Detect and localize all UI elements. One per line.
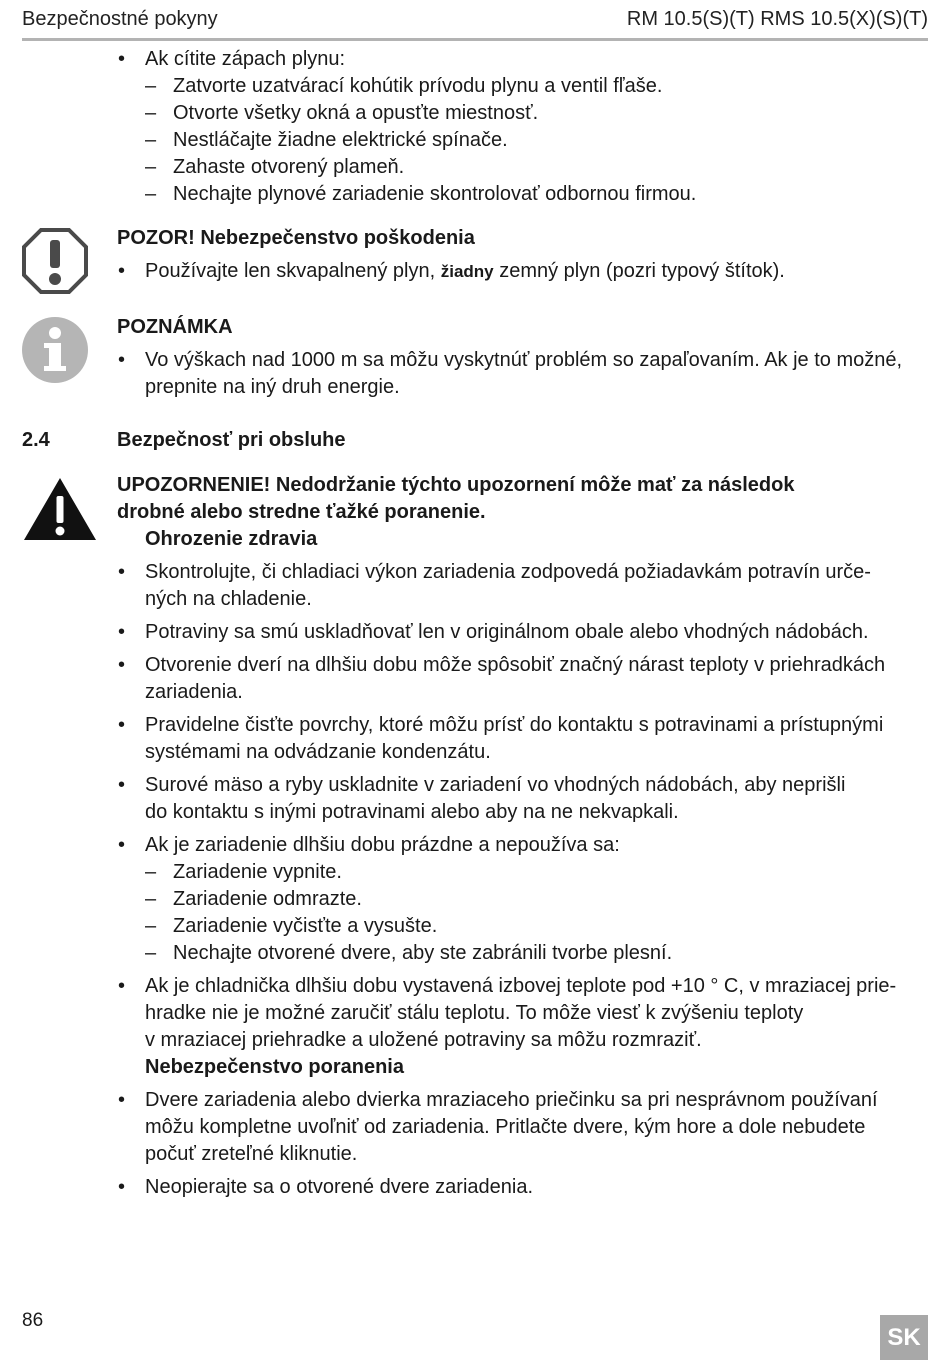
caution-text: Používajte len skvapalnený plyn, bbox=[145, 260, 441, 282]
header-section-title: Bezpečnostné pokyny bbox=[22, 8, 218, 30]
list-item: • Neopierajte sa o otvorené dvere zariadenia. bbox=[117, 1174, 928, 1201]
list-item: • Skontrolujte, či chladiaci výkon zariadenia zodpovedá požiadavkám potravín urče- bbox=[117, 559, 928, 586]
list-item-cont: hradke nie je možné zaručiť stálu teplotu. To môže viesť k zvýšeniu teploty bbox=[145, 1002, 804, 1024]
list-item: • Ak je zariadenie dlhšiu dobu prázdne a nepoužíva sa: bbox=[117, 832, 928, 859]
list-item: • Dvere zariadenia alebo dvierka mraziaceho priečinku sa pri nesprávnom používaní bbox=[117, 1087, 928, 1114]
warning-triangle-icon bbox=[22, 476, 98, 542]
list-item: • Pravidelne čisťte povrchy, ktoré môžu prísť do kontaktu s potravinami a prístupnými bbox=[117, 712, 928, 739]
list-item-cont: počuť zreteľné kliknutie. bbox=[145, 1143, 358, 1165]
list-item: • Surové mäso a ryby uskladnite v zariadení vo vhodných nádobách, aby neprišli bbox=[117, 772, 928, 799]
sub-item: – Zariadenie odmrazte. bbox=[117, 886, 928, 913]
list-item-cont: v mraziacej priehradke a uložené potraviny sa môžu rozmraziť. bbox=[145, 1029, 702, 1051]
note-notice bbox=[117, 314, 928, 401]
list-item-cont: zariadenia. bbox=[145, 681, 243, 703]
warning-notice bbox=[117, 472, 928, 1201]
caution-notice bbox=[117, 225, 928, 285]
sub-item: – Zariadenie vyčisťte a vysušte. bbox=[117, 913, 928, 940]
gas-intro: • Ak cítite zápach plynu: bbox=[117, 46, 928, 73]
caution-octagon-icon bbox=[22, 228, 88, 294]
gas-step: – Nestláčajte žiadne elektrické spínače. bbox=[117, 127, 928, 154]
gas-step: – Nechajte plynové zariadenie skontrolovať odbornou firmou. bbox=[117, 181, 928, 208]
sub-item: – Zariadenie vypnite. bbox=[117, 859, 928, 886]
list-item: • Ak je chladnička dlhšiu dobu vystavená izbovej teplote pod +10 ° C, v mraziacej prie- bbox=[117, 973, 928, 1000]
section-heading bbox=[117, 427, 928, 454]
list-item-cont: systémami na odvádzanie kondenzátu. bbox=[145, 741, 491, 763]
header-model-numbers: RM 10.5(S)(T) RMS 10.5(X)(S)(T) bbox=[626, 8, 928, 30]
note-line: • Vo výškach nad 1000 m sa môžu vyskytnúť problém so zapaľovaním. Ak je to možné, bbox=[117, 347, 928, 374]
gas-step: – Otvorte všetky okná a opusťte miestnosť. bbox=[117, 100, 928, 127]
note-line: prepnite na iný druh energie. bbox=[145, 376, 400, 398]
page-number: 86 bbox=[22, 1310, 44, 1331]
list-item: • Otvorenie dverí na dlhšiu dobu môže spôsobiť značný nárast teploty v priehradkách bbox=[117, 652, 928, 679]
caution-bullet bbox=[117, 258, 928, 285]
health-heading: Ohrozenie zdravia bbox=[145, 528, 318, 550]
list-item: • Potraviny sa smú uskladňovať len v originálnom obale alebo vhodných nádobách. bbox=[117, 619, 928, 646]
gas-smell-list bbox=[117, 46, 928, 208]
injury-heading: Nebezpečenstvo poranenia bbox=[145, 1056, 404, 1078]
list-item-cont: do kontaktu s inými potravinami alebo aby na ne nekvapkali. bbox=[145, 801, 679, 823]
caution-emphasis: žiadny bbox=[440, 262, 494, 281]
list-item-cont: môžu kompletne uvoľniť od zariadenia. Pritlačte dvere, kým hore a dole nebudete bbox=[145, 1116, 866, 1138]
info-icon bbox=[22, 317, 88, 383]
warning-title: UPOZORNENIE! Nedodržanie týchto upozornení môže mať za následok bbox=[117, 474, 795, 496]
language-badge: SK bbox=[880, 1315, 928, 1360]
caution-text: zemný plyn (pozri typový štítok). bbox=[493, 260, 785, 282]
page-header bbox=[22, 8, 928, 41]
caution-title: POZOR! Nebezpečenstvo poškodenia bbox=[117, 227, 475, 249]
gas-step: – Zahaste otvorený plameň. bbox=[117, 154, 928, 181]
sub-item: – Nechajte otvorené dvere, aby ste zabránili tvorbe plesní. bbox=[117, 940, 928, 967]
section-title: Bezpečnosť pri obsluhe bbox=[117, 429, 346, 451]
warning-title: drobné alebo stredne ťažké poranenie. bbox=[117, 501, 486, 523]
section-number: 2.4 bbox=[22, 429, 50, 451]
list-item-cont: ných na chladenie. bbox=[145, 588, 312, 610]
note-title: POZNÁMKA bbox=[117, 316, 233, 338]
gas-step: – Zatvorte uzatvárací kohútik prívodu plynu a ventil fľaše. bbox=[117, 73, 928, 100]
